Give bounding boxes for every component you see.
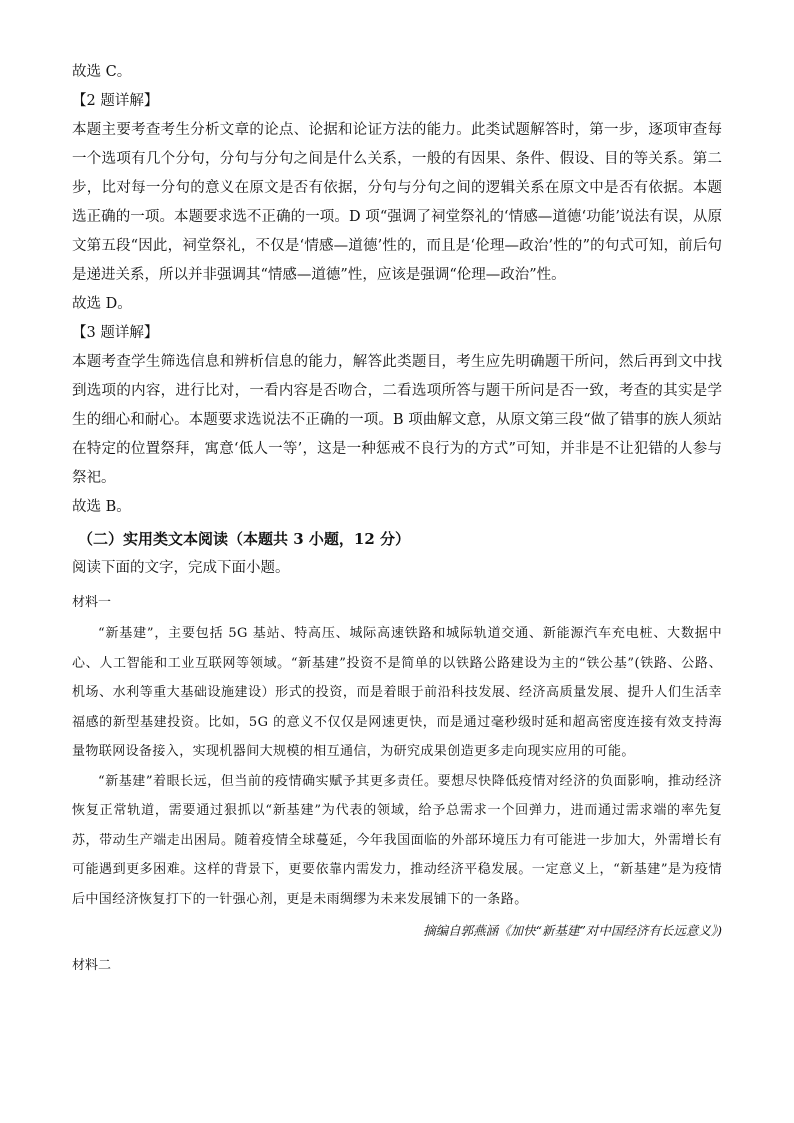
instruction: 阅读下面的文字，完成下面小题。 (72, 560, 290, 576)
q2-explanation: 本题主要考查考生分析文章的论点、论据和论证方法的能力。此类试题解答时，第一步，逐项审查每一个选项有几个分句，分句与分句之间是什么关系，一般的有因果、条件、假设、目的等关系。第二步，比对每一分句的意义在原文是否有依据，分句与分句之间的逻辑关系在原文中是否有依据。本题选正确的一项。本题要求选不正确的一项。D 项“强调了祠堂祭礼的‘情感—道德‘功能’说法有误，从原文第五段“因此，祠堂祭礼，不仅是‘情感—道德’性的，而且是‘伦理—政治’性的”的句式可知，前后句是递进关系，所以并非强调其“情感—道德”性，应该是强调“伦理—政治”性。 (72, 122, 722, 283)
q3-heading: 【3 题详解】 (72, 325, 159, 341)
section-title: （二）实用类文本阅读（本题共 3 小题，12 分） (78, 530, 410, 548)
document-page (72, 58, 722, 982)
material-1-paragraph-2: “新基建”着眼长远，但当前的疫情确实赋予其更多责任。要想尽快降低疫情对经济的负面影响，推动经济恢复正常轨道，需要通过狠抓以“新基建”为代表的领域，给予总需求一个回弹力，进而通过需求端的率先复苏，带动生产端走出困局。随着疫情全球蔓延，今年我国面临的外部环境压力有可能进一步加大，外需增长有可能遇到更多困难。这样的背景下，更要依靠内需发力，推动经济平稳发展。一定意义上，“新基建”是为疫情后中国经济恢复打下的一针强心剂，更是未雨绸缪为未来发展铺下的一条路。 (72, 773, 722, 907)
answer-b: 故选 B。 (72, 499, 131, 515)
q3-explanation: 本题考查学生筛选信息和辨析信息的能力，解答此类题目，考生应先明确题干所问，然后再到文中找到选项的内容，进行比对，一看内容是否吻合，二看选项所答与题干所问是否一致，考查的其实是学生的细心和耐心。本题要求选说法不正确的一项。B 项曲解文意，从原文第三段“做了错事的族人须站在特定的位置祭拜，寓意‘低人一等’，这是一种惩戒不良行为的方式”可知，并非是不让犯错的人参与祭祀。 (72, 354, 722, 486)
material-2-label: 材料二 (72, 958, 112, 973)
material-1-source: 摘编自郭燕涵《加快“新基建”对中国经济有长远意义》) (423, 923, 722, 938)
material-1-paragraph-1: “新基建”，主要包括 5G 基站、特高压、城际高速铁路和城际轨道交通、新能源汽车充电桩、大数据中心、人工智能和工业互联网等领域。“新基建”投资不是简单的以铁路公路建设为主的“铁公基”(铁路、公路、机场、水利等重大基础设施建设）形式的投资，而是着眼于前沿科技发展、经济高质量发展、提升人们生活幸福感的新型基建投资。比如，5G 的意义不仅仅是网速更快，而是通过毫秒级时延和超高密度连接有效支持海量物联网设备接入，实现机器间大规模的相互通信，为研究成果创造更多走向现实应用的可能。 (72, 626, 722, 759)
answer-c: 故选 C。 (72, 64, 132, 80)
q2-heading: 【2 题详解】 (72, 93, 159, 109)
material-1-label: 材料一 (72, 595, 112, 610)
answer-d: 故选 D。 (72, 296, 132, 312)
